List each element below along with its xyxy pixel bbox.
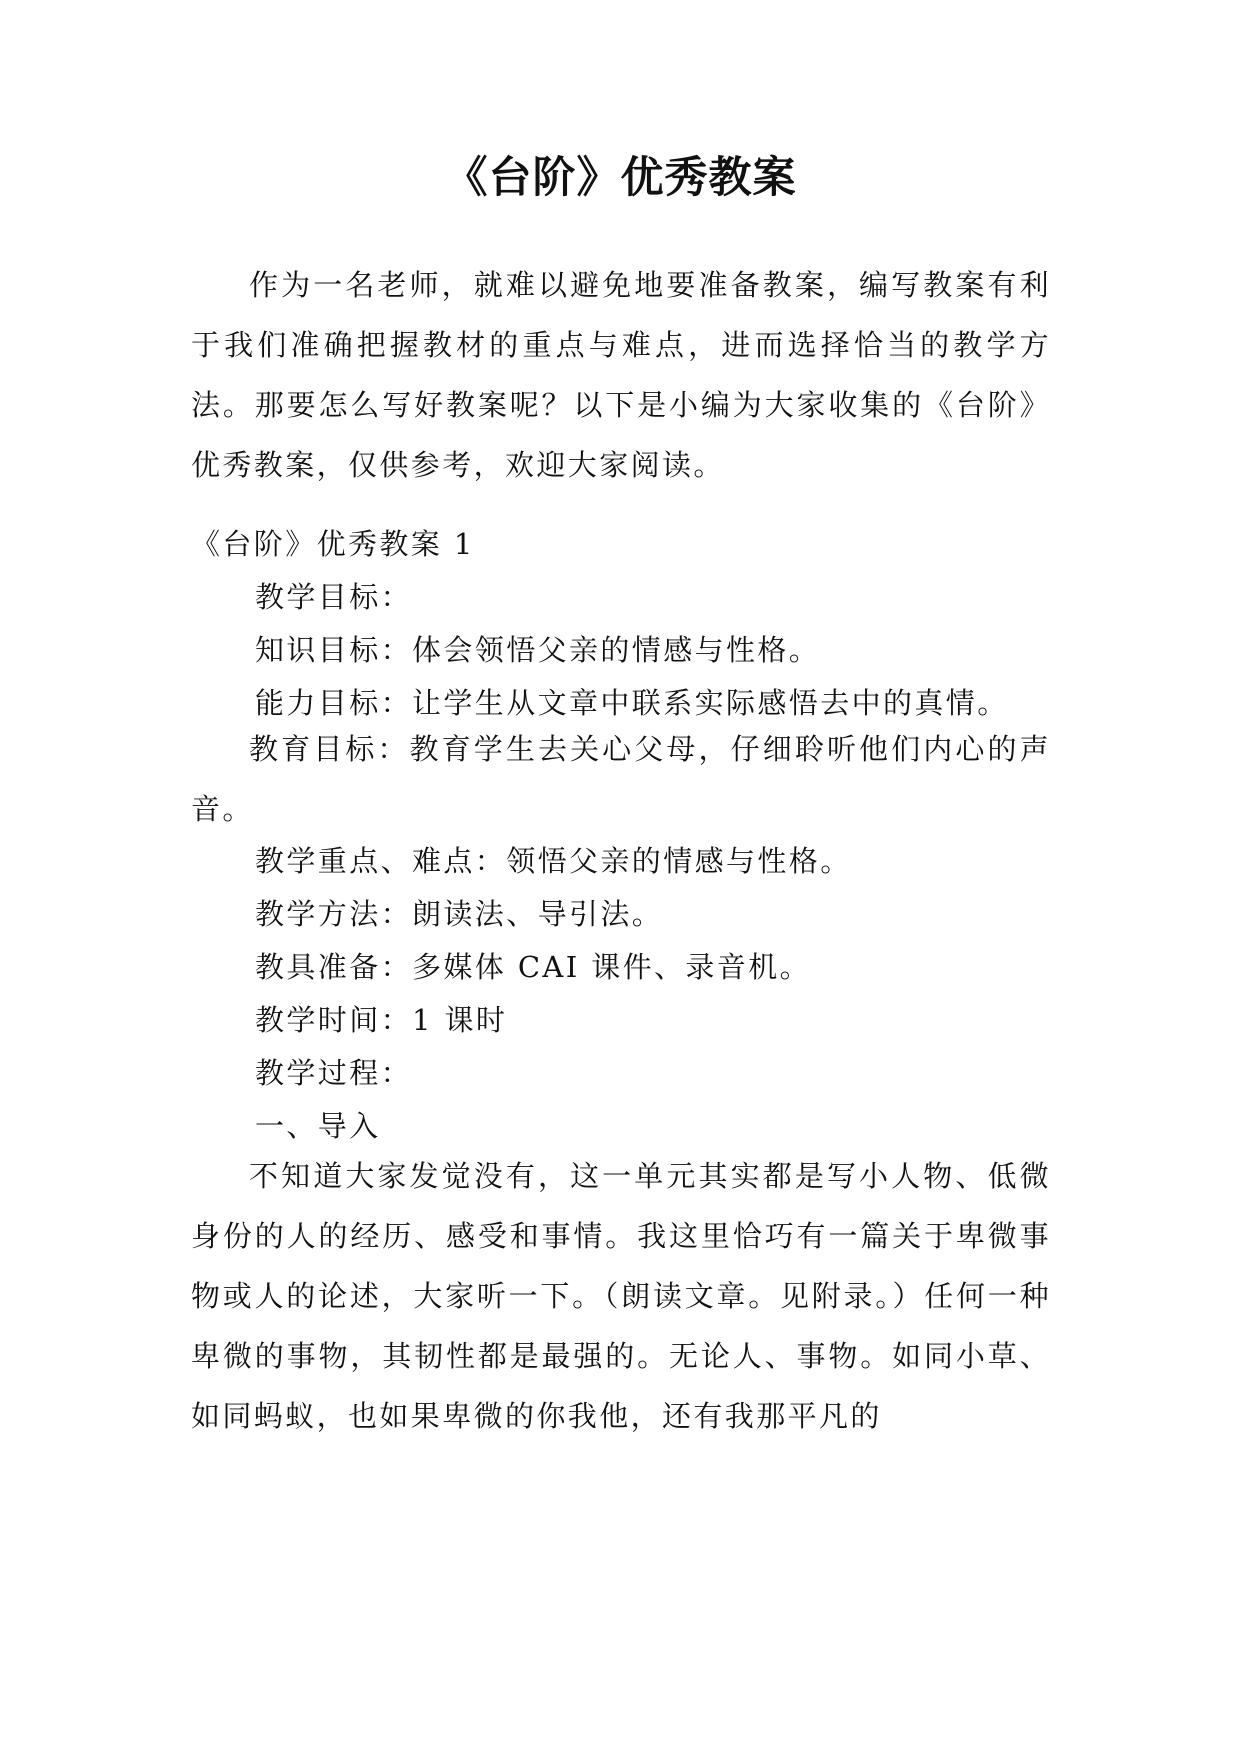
step-one-heading: 一、导入 [255,1109,381,1143]
document-title: 《台阶》优秀教案 [444,153,797,203]
teaching-time: 教学时间：1 课时 [255,1003,508,1037]
intro-paragraph: 作为一名老师，就难以避免地要准备教案，编写教案有利于我们准确把握教材的重点与难点，进而选择恰当的教学方法。那要怎么写好教案呢？以下是小编为大家收集的《台阶》优秀教案，仅供参考，欢迎大家阅读。 [191,268,1051,482]
ability-goal: 能力目标：让学生从文章中联系实际感悟去中的真情。 [255,686,1009,720]
goals-label: 教学目标： [255,580,413,614]
key-points: 教学重点、难点：领悟父亲的情感与性格。 [255,844,852,878]
teaching-tools: 教具准备：多媒体 CAI 课件、录音机。 [255,950,812,984]
teaching-methods: 教学方法：朗读法、导引法。 [255,897,664,931]
process-label: 教学过程： [255,1056,413,1090]
education-goal: 教育目标：教育学生去关心父母，仔细聆听他们内心的声音。 [191,732,1051,826]
step-one-paragraph: 不知道大家发觉没有，这一单元其实都是写小人物、低微身份的人的经历、感受和事情。我这里恰巧有一篇关于卑微事物或人的论述，大家听一下。（朗读文章。见附录。）任何一种卑微的事物，其韧性都是最强的。无论人、事物。如同小草、如同蚂蚁，也如果卑微的你我他，还有我那平凡的 [191,1159,1051,1433]
knowledge-goal: 知识目标：体会领悟父亲的情感与性格。 [255,633,821,667]
section-heading: 《台阶》优秀教案 1 [191,527,475,561]
